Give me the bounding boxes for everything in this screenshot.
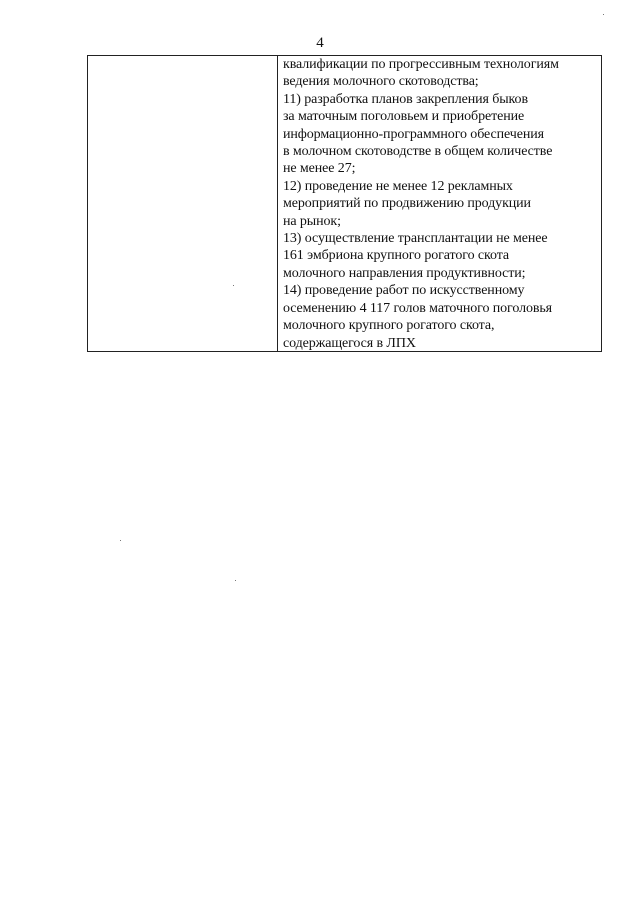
- table-text-line: за маточным поголовьем и приобретение: [283, 109, 525, 125]
- scan-speck: [603, 14, 604, 15]
- table-text-line: молочного направления продуктивности;: [283, 265, 526, 281]
- scan-speck: [233, 285, 234, 286]
- table-text-line: мероприятий по продвижению продукции: [283, 196, 531, 212]
- table-text-line: не менее 27;: [283, 161, 356, 177]
- table-text-line: 11) разработка планов закрепления быков: [283, 91, 528, 107]
- scan-speck: [235, 580, 236, 581]
- table-cell-right: [278, 56, 601, 351]
- table-text-line: ведения молочного скотоводства;: [283, 74, 479, 90]
- table-text-line: квалификации по прогрессивным технологиям: [283, 57, 559, 72]
- table-text-line: на рынок;: [283, 213, 341, 229]
- table-text-line: осеменению 4 117 голов маточного поголовья: [283, 300, 552, 316]
- page-number: 4: [316, 35, 324, 51]
- table-text-line: 14) проведение работ по искусственному: [283, 283, 525, 299]
- table-cell-left: [88, 56, 278, 351]
- table-text-line: 12) проведение не менее 12 рекламных: [283, 178, 513, 194]
- table-text-line: содержащегося в ЛПХ: [283, 335, 416, 351]
- table-text-line: молочного крупного рогатого скота,: [283, 318, 495, 334]
- scan-speck: [120, 540, 121, 541]
- table-text-line: информационно-программного обеспечения: [283, 126, 544, 142]
- table-text-line: 161 эмбриона крупного рогатого скота: [283, 248, 510, 264]
- document-table: [87, 55, 602, 352]
- table-text-line: в молочном скотоводстве в общем количестве: [283, 144, 553, 160]
- table-text-line: 13) осуществление трансплантации не менее: [283, 231, 548, 247]
